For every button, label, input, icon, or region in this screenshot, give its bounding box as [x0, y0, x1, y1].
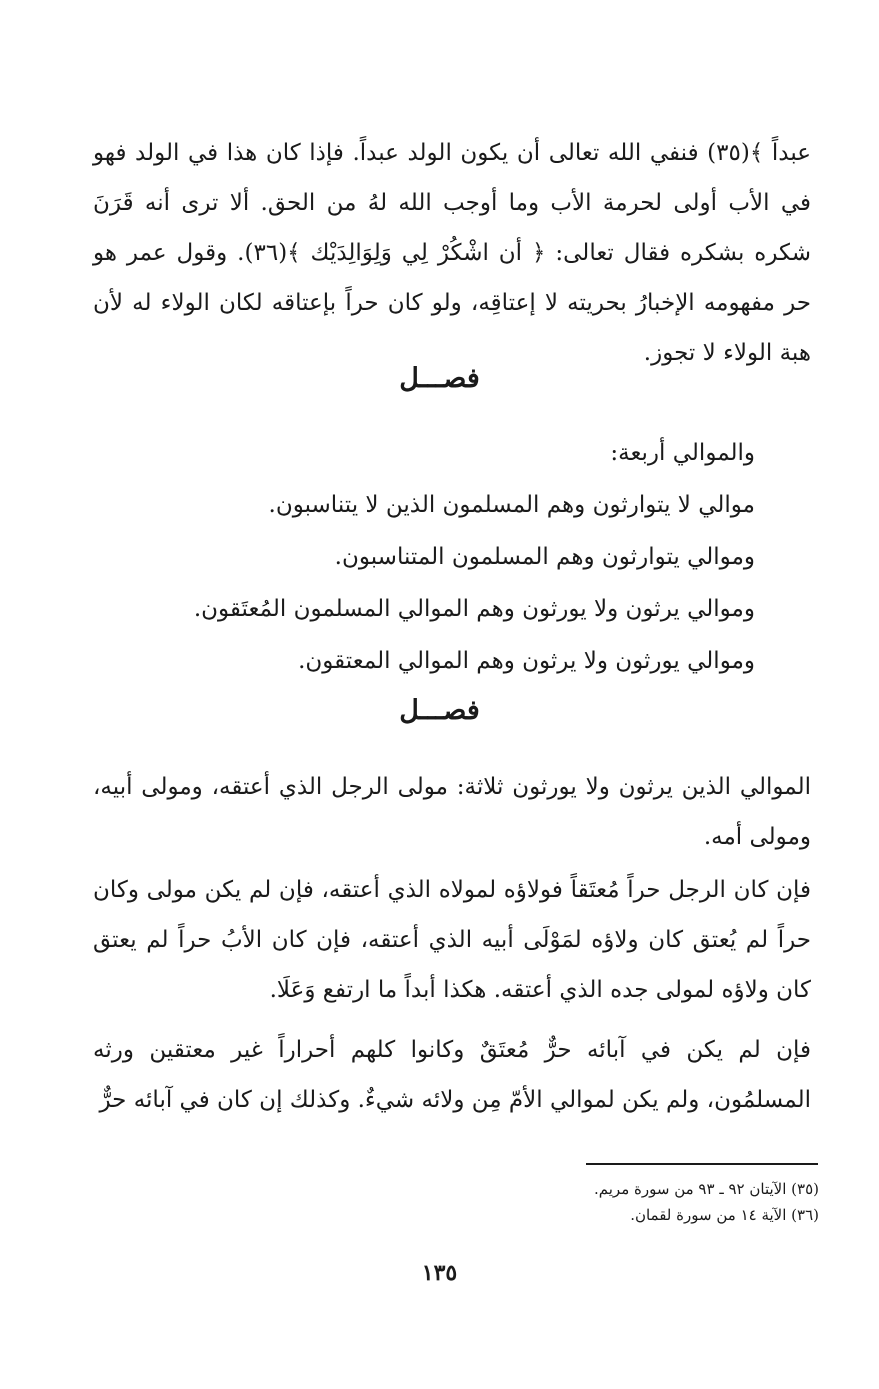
footnote-36: (٣٦) الآية ١٤ من سورة لقمان. [630, 1206, 819, 1224]
page-number: ١٣٥ [421, 1260, 458, 1286]
section-heading-2: فصـــل [399, 695, 480, 726]
footnote-35: (٣٥) الآيتان ٩٢ ـ ٩٣ من سورة مريم. [594, 1180, 819, 1198]
section-heading-1: فصـــل [399, 363, 480, 394]
list-item: وموالي يرثون ولا يورثون وهم الموالي المسلمون المُعتَقون. [193, 596, 755, 622]
paragraph-3: فإن كان الرجل حراً مُعتَقاً فولاؤه لمولاه الذي أعتقه، فإن لم يكن مولى وكان حراً لم يُعتق كان ولاؤه لمَوْلَى أبيه الذي أعتقه، فإن كان الأبُ حراً لم يعتق كان ولاؤه لمولى جده الذي أعتقه. هكذا أبداً ما ارتفع وَعَلَا. [93, 877, 811, 1003]
list-item: وموالي يورثون ولا يرثون وهم الموالي المعتقون. [298, 648, 755, 674]
list-intro: والموالي أربعة: [610, 440, 755, 466]
paragraph-1: عبداً ﴾(٣٥) فنفي الله تعالى أن يكون الولد عبداً. فإذا كان هذا في الولد فهو في الأب أولى لحرمة الأب وما أوجب الله لهُ من الحق. ألا ترى أنه قَرَنَ شكره بشكره فقال تعالى: ﴿ أن اشْكُرْ لِي وَلِوَالِدَيْك ﴾(٣٦). وقول عمر هو حر مفهومه الإخبارُ بحريته لا إعتاقِه، ولو كان حراً بإعتاقه لكان الولاء له لأن هبة الولاء لا تجوز. [93, 140, 811, 366]
mawali-list [93, 427, 755, 687]
footnote-divider [586, 1163, 818, 1165]
list-item: وموالي يتوارثون وهم المسلمون المتناسبون. [334, 544, 755, 570]
paragraph-2: الموالي الذين يرثون ولا يورثون ثلاثة: مولى الرجل الذي أعتقه، ومولى أبيه، ومولى أمه. [93, 774, 811, 850]
paragraph-4: فإن لم يكن في آبائه حرٌّ مُعتَقٌ وكانوا كلهم أحراراً غير معتقين ورثه المسلمُون، ولم يكن لموالي الأمّ مِن ولائه شيءٌ. وكذلك إن كان في آبائه حرٌّ [93, 1037, 811, 1113]
list-item: موالي لا يتوارثون وهم المسلمون الذين لا يتناسبون. [268, 492, 755, 518]
